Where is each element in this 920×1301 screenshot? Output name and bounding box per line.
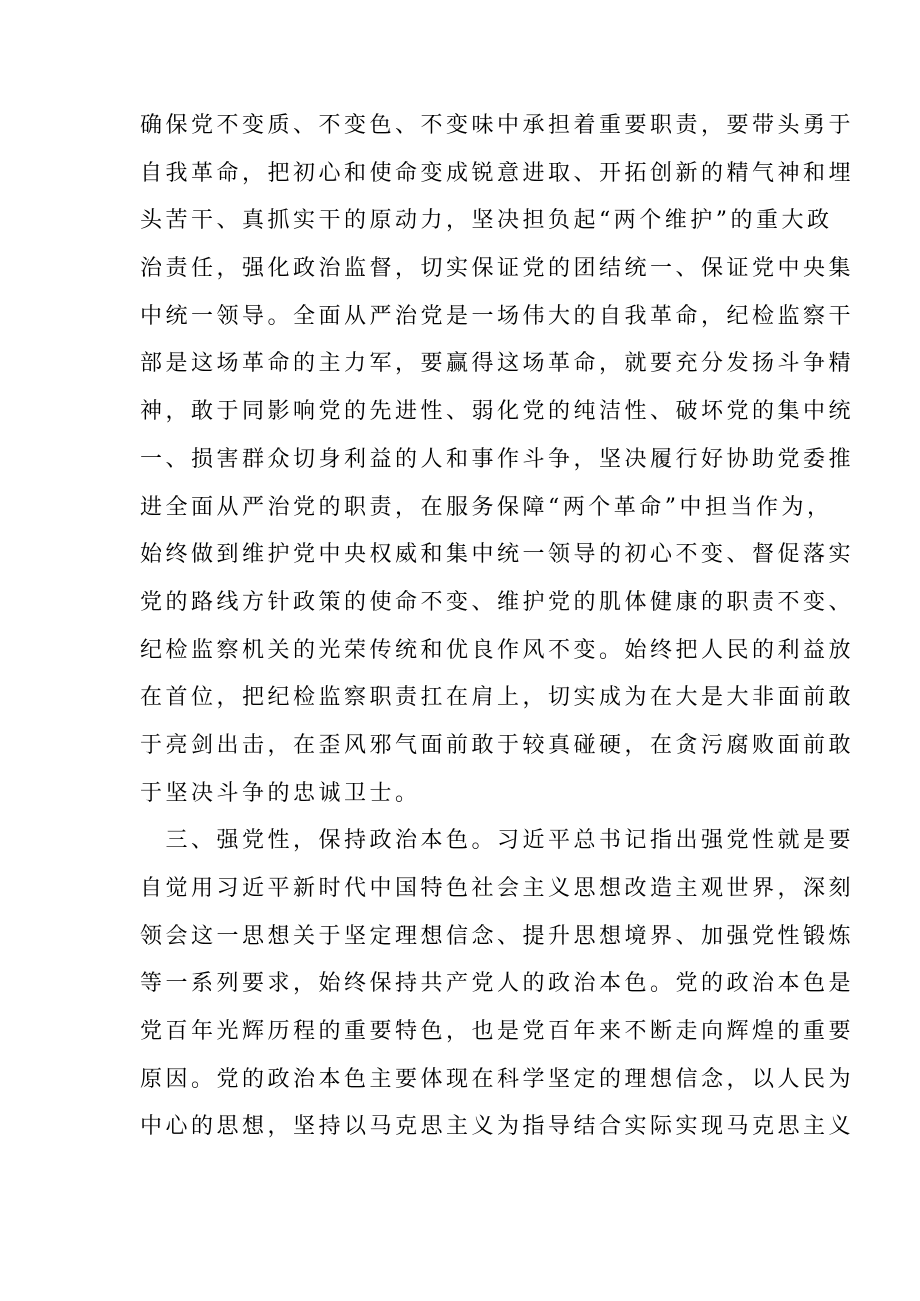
text-line: 原因。党的政治本色主要体现在科学坚定的理想信念，以人民为 xyxy=(140,1066,855,1092)
text-line: 进全面从严治党的职责，在服务保障“两个革命”中担当作为， xyxy=(140,494,833,520)
text-line: 头苦干、真抓实干的原动力，坚决担负起“两个维护”的重大政 xyxy=(140,208,833,234)
text-line: 治责任，强化政治监督，切实保证党的团结统一、保证党中央集 xyxy=(140,256,855,282)
text-line: 中统一领导。全面从严治党是一场伟大的自我革命，纪检监察干 xyxy=(140,303,855,329)
text-line: 神，敢于同影响党的先进性、弱化党的纯洁性、破坏党的集中统 xyxy=(140,399,855,425)
text-line: 纪检监察机关的光荣传统和优良作风不变。始终把人民的利益放 xyxy=(140,637,855,663)
text-line: 确保党不变质、不变色、不变味中承担着重要职责，要带头勇于 xyxy=(140,113,855,138)
text-line: 领会这一思想关于坚定理想信念、提升思想境界、加强党性锻炼 xyxy=(140,923,855,949)
text-line: 党百年光辉历程的重要特色，也是党百年来不断走向辉煌的重要 xyxy=(140,1019,855,1045)
text-line: 党的路线方针政策的使命不变、维护党的肌体健康的职责不变、 xyxy=(140,589,855,615)
body-text xyxy=(140,102,855,1151)
text-line: 自觉用习近平新时代中国特色社会主义思想改造主观世界，深刻 xyxy=(140,876,855,901)
text-line: 于亮剑出击，在歪风邪气面前敢于较真碰硬，在贪污腐败面前敢 xyxy=(140,732,855,758)
text-line: 于坚决斗争的忠诚卫士。 xyxy=(140,780,421,806)
text-line: 等一系列要求，始终保持共产党人的政治本色。党的政治本色是 xyxy=(140,971,855,997)
text-line: 始终做到维护党中央权威和集中统一领导的初心不变、督促落实 xyxy=(140,542,855,568)
section-heading-line: 三、强党性，保持政治本色。习近平总书记指出强党性就是要 xyxy=(140,828,855,854)
text-line: 一、损害群众切身利益的人和事作斗争，坚决履行好协助党委推 xyxy=(140,446,855,472)
text-line: 中心的思想，坚持以马克思主义为指导结合实际实现马克思主义 xyxy=(140,1114,855,1140)
text-line: 部是这场革命的主力军，要赢得这场革命，就要充分发扬斗争精 xyxy=(140,351,855,377)
text-line: 自我革命，把初心和使命变成锐意进取、开拓创新的精气神和埋 xyxy=(140,160,855,186)
text-line: 在首位，把纪检监察职责扛在肩上，切实成为在大是大非面前敢 xyxy=(140,685,855,711)
